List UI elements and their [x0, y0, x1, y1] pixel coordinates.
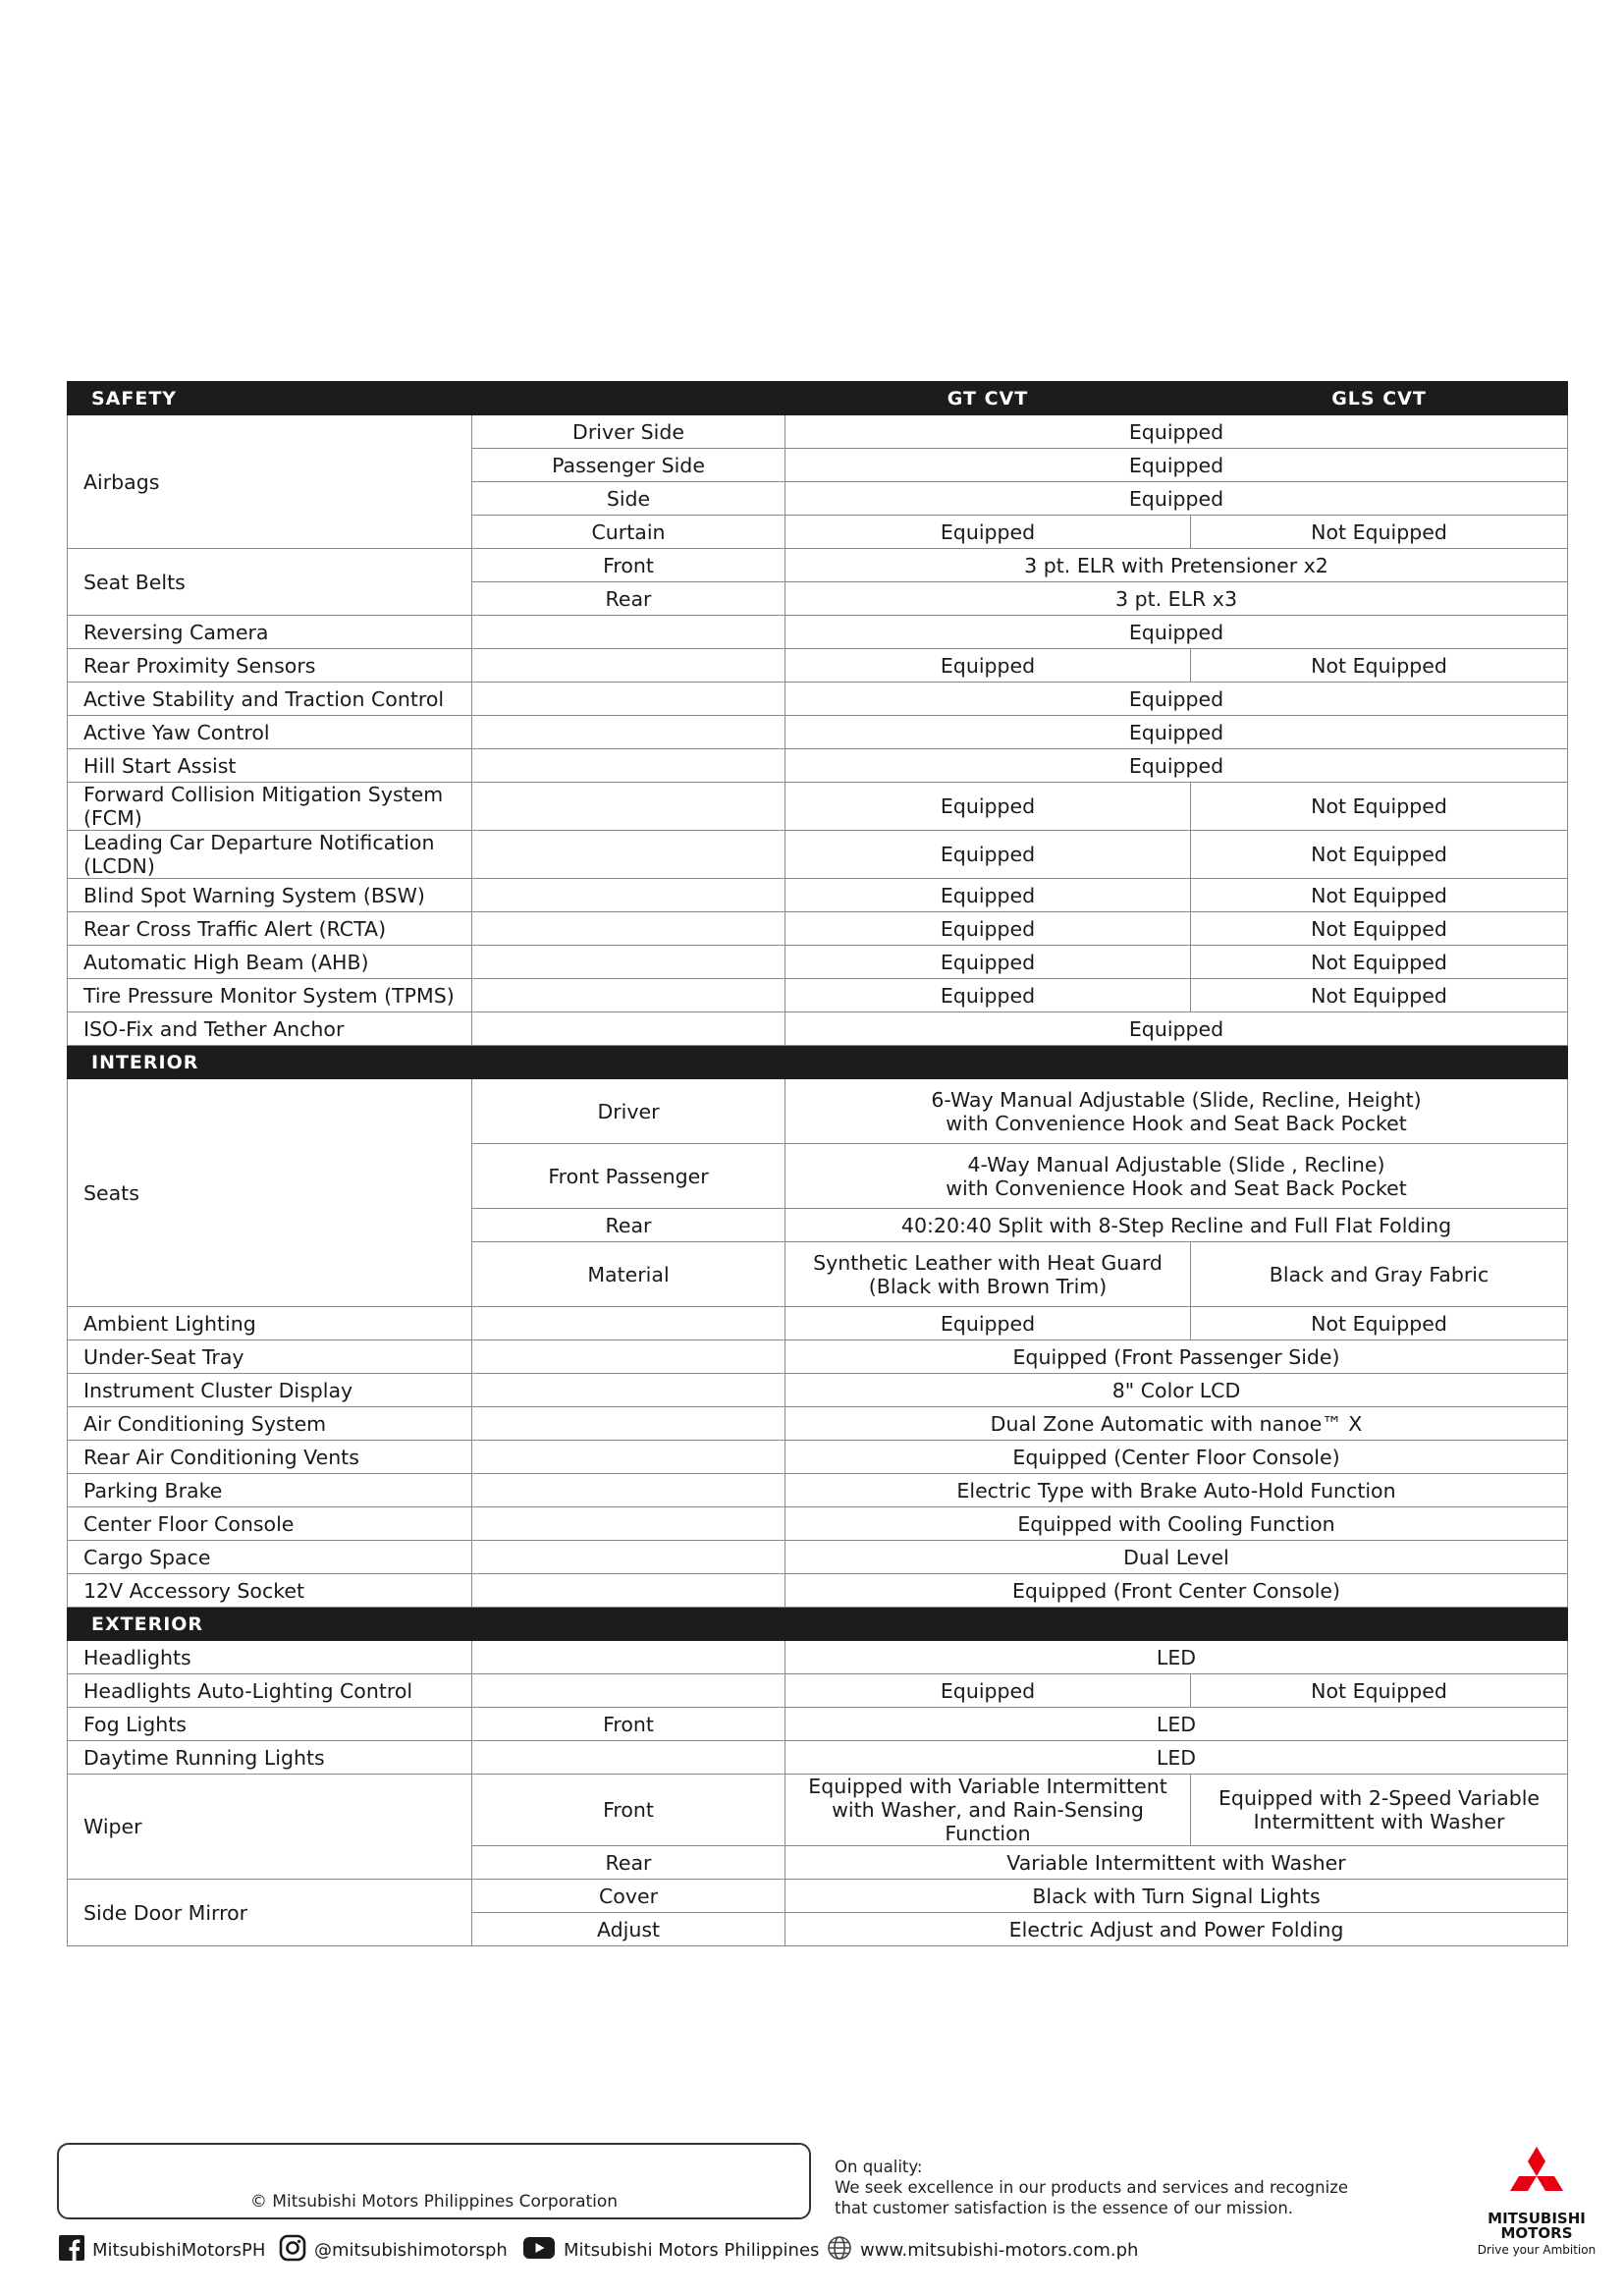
- shared-value: LED: [785, 1708, 1568, 1741]
- website-url: www.mitsubishi-motors.com.ph: [860, 2239, 1139, 2261]
- quality-line-1: We seek excellence in our products and services and recognize: [835, 2178, 1349, 2197]
- shared-value: Equipped: [785, 415, 1568, 449]
- facebook-link[interactable]: [59, 2235, 265, 2265]
- feature-name: Cargo Space: [68, 1541, 472, 1574]
- gls-cvt-value: Not Equipped: [1191, 783, 1568, 831]
- feature-subitem: [472, 783, 785, 831]
- feature-subitem: Material: [472, 1242, 785, 1307]
- feature-subitem: Side: [472, 482, 785, 516]
- feature-name: Wiper: [68, 1775, 472, 1880]
- feature-name: Forward Collision Mitigation System (FCM): [68, 783, 472, 831]
- table-row: [68, 683, 1568, 716]
- shared-value: Equipped: [785, 616, 1568, 649]
- shared-value: 6-Way Manual Adjustable (Slide, Recline, Height) with Convenience Hook and Seat Back Pocket: [785, 1079, 1568, 1144]
- feature-subitem: Adjust: [472, 1913, 785, 1946]
- gls-cvt-value: Not Equipped: [1191, 831, 1568, 879]
- feature-name: Seat Belts: [68, 549, 472, 616]
- feature-subitem: Rear: [472, 1209, 785, 1242]
- feature-subitem: Front: [472, 549, 785, 582]
- shared-value: 8" Color LCD: [785, 1374, 1568, 1407]
- table-row: [68, 1474, 1568, 1507]
- shared-value: LED: [785, 1641, 1568, 1674]
- table-row: [68, 1441, 1568, 1474]
- shared-value: LED: [785, 1741, 1568, 1775]
- feature-name: Reversing Camera: [68, 616, 472, 649]
- feature-subitem: [472, 1541, 785, 1574]
- gls-cvt-value: Not Equipped: [1191, 649, 1568, 683]
- shared-value: Electric Type with Brake Auto-Hold Function: [785, 1474, 1568, 1507]
- shared-value: Dual Level: [785, 1541, 1568, 1574]
- feature-subitem: Front: [472, 1775, 785, 1846]
- brand-name-line-2: MOTORS: [1500, 2224, 1573, 2242]
- feature-subitem: [472, 1641, 785, 1674]
- shared-value: Black with Turn Signal Lights: [785, 1880, 1568, 1913]
- shared-value: 3 pt. ELR x3: [785, 582, 1568, 616]
- section-header-filler: [785, 1046, 1568, 1079]
- gt-cvt-value: Equipped: [785, 783, 1191, 831]
- shared-value: Equipped: [785, 683, 1568, 716]
- column-header-gt-cvt: GT CVT: [785, 382, 1191, 415]
- table-row: [68, 616, 1568, 649]
- feature-subitem: Driver: [472, 1079, 785, 1144]
- table-row: [68, 1574, 1568, 1608]
- copyright-text: © Mitsubishi Motors Philippines Corporation: [249, 2192, 619, 2212]
- shared-value: Equipped: [785, 749, 1568, 783]
- feature-subitem: [472, 683, 785, 716]
- feature-subitem: [472, 912, 785, 946]
- table-row: [68, 1775, 1568, 1846]
- feature-name: 12V Accessory Socket: [68, 1574, 472, 1608]
- feature-name: Active Stability and Traction Control: [68, 683, 472, 716]
- table-row: [68, 946, 1568, 979]
- section-title: INTERIOR: [68, 1046, 785, 1079]
- feature-name: Ambient Lighting: [68, 1307, 472, 1340]
- table-row: [68, 1307, 1568, 1340]
- feature-name: Instrument Cluster Display: [68, 1374, 472, 1407]
- shared-value: 40:20:40 Split with 8-Step Recline and Full Flat Folding: [785, 1209, 1568, 1242]
- feature-name: Active Yaw Control: [68, 716, 472, 749]
- feature-subitem: [472, 716, 785, 749]
- section-header-interior: [68, 1046, 1568, 1079]
- shared-value: Equipped: [785, 449, 1568, 482]
- table-row: [68, 912, 1568, 946]
- feature-subitem: [472, 1674, 785, 1708]
- gt-cvt-value: Equipped: [785, 649, 1191, 683]
- gt-cvt-value: Equipped with Variable Intermittent with Washer, and Rain-Sensing Function: [785, 1775, 1191, 1846]
- table-row: [68, 1507, 1568, 1541]
- section-header-filler: [785, 1608, 1568, 1641]
- table-row: [68, 415, 1568, 449]
- feature-name: Rear Cross Traffic Alert (RCTA): [68, 912, 472, 946]
- feature-subitem: [472, 1407, 785, 1441]
- gls-cvt-value: Not Equipped: [1191, 516, 1568, 549]
- shared-value: Equipped: [785, 482, 1568, 516]
- table-row: [68, 749, 1568, 783]
- youtube-icon: [522, 2235, 556, 2266]
- feature-subitem: [472, 979, 785, 1012]
- column-header-gls-cvt: GLS CVT: [1191, 382, 1568, 415]
- table-row: [68, 783, 1568, 831]
- feature-subitem: Passenger Side: [472, 449, 785, 482]
- feature-subitem: Front: [472, 1708, 785, 1741]
- shared-value: Variable Intermittent with Washer: [785, 1846, 1568, 1880]
- gt-cvt-value: Equipped: [785, 1674, 1191, 1708]
- feature-subitem: [472, 1012, 785, 1046]
- feature-subitem: [472, 1441, 785, 1474]
- table-row: [68, 1674, 1568, 1708]
- brand-tagline: Drive your Ambition: [1477, 2243, 1597, 2257]
- feature-name: Automatic High Beam (AHB): [68, 946, 472, 979]
- gls-cvt-value: Not Equipped: [1191, 879, 1568, 912]
- quality-line-2: that customer satisfaction is the essence of our mission.: [835, 2199, 1294, 2217]
- table-row: [68, 979, 1568, 1012]
- feature-subitem: Cover: [472, 1880, 785, 1913]
- feature-subitem: [472, 1374, 785, 1407]
- feature-name: Rear Proximity Sensors: [68, 649, 472, 683]
- copyright-box: [57, 2143, 811, 2219]
- feature-subitem: [472, 1574, 785, 1608]
- shared-value: Equipped (Center Floor Console): [785, 1441, 1568, 1474]
- gt-cvt-value: Equipped: [785, 946, 1191, 979]
- shared-value: Dual Zone Automatic with nanoe™ X: [785, 1407, 1568, 1441]
- feature-name: Under-Seat Tray: [68, 1340, 472, 1374]
- feature-subitem: [472, 1474, 785, 1507]
- table-row: [68, 1407, 1568, 1441]
- shared-value: Equipped (Front Center Console): [785, 1574, 1568, 1608]
- youtube-link[interactable]: [522, 2235, 819, 2265]
- globe-icon: [827, 2235, 852, 2266]
- table-row: [68, 1708, 1568, 1741]
- feature-subitem: Rear: [472, 1846, 785, 1880]
- gt-cvt-value: Synthetic Leather with Heat Guard (Black with Brown Trim): [785, 1242, 1191, 1307]
- feature-name: Airbags: [68, 415, 472, 549]
- gt-cvt-value: Equipped: [785, 1307, 1191, 1340]
- table-row: [68, 1641, 1568, 1674]
- shared-value: Equipped: [785, 716, 1568, 749]
- shared-value: Electric Adjust and Power Folding: [785, 1913, 1568, 1946]
- table-row: [68, 649, 1568, 683]
- shared-value: Equipped with Cooling Function: [785, 1507, 1568, 1541]
- feature-subitem: [472, 1307, 785, 1340]
- feature-subitem: Curtain: [472, 516, 785, 549]
- instagram-handle: @mitsubishimotorsph: [314, 2239, 508, 2261]
- gt-cvt-value: Equipped: [785, 912, 1191, 946]
- table-row: [68, 1880, 1568, 1913]
- shared-value: Equipped: [785, 1012, 1568, 1046]
- feature-subitem: [472, 879, 785, 912]
- instagram-icon: [279, 2234, 306, 2267]
- website-link[interactable]: [827, 2235, 1138, 2265]
- feature-subitem: [472, 749, 785, 783]
- gls-cvt-value: Equipped with 2-Speed Variable Intermittent with Washer: [1191, 1775, 1568, 1846]
- quality-heading: On quality:: [835, 2158, 923, 2176]
- facebook-handle: MitsubishiMotorsPH: [92, 2239, 266, 2261]
- feature-name: Daytime Running Lights: [68, 1741, 472, 1775]
- table-row: [68, 1374, 1568, 1407]
- gls-cvt-value: Black and Gray Fabric: [1191, 1242, 1568, 1307]
- feature-subitem: Front Passenger: [472, 1144, 785, 1209]
- feature-name: Rear Air Conditioning Vents: [68, 1441, 472, 1474]
- section-header-exterior: [68, 1608, 1568, 1641]
- section-title: EXTERIOR: [68, 1608, 785, 1641]
- shared-value: 3 pt. ELR with Pretensioner x2: [785, 549, 1568, 582]
- shared-value: 4-Way Manual Adjustable (Slide , Recline) with Convenience Hook and Seat Back Pocket: [785, 1144, 1568, 1209]
- feature-name: Side Door Mirror: [68, 1880, 472, 1946]
- feature-subitem: [472, 1507, 785, 1541]
- shared-value: Equipped (Front Passenger Side): [785, 1340, 1568, 1374]
- gls-cvt-value: Not Equipped: [1191, 1307, 1568, 1340]
- spec-table: [67, 381, 1568, 1946]
- gls-cvt-value: Not Equipped: [1191, 946, 1568, 979]
- feature-name: Fog Lights: [68, 1708, 472, 1741]
- feature-subitem: [472, 946, 785, 979]
- feature-subitem: Rear: [472, 582, 785, 616]
- gt-cvt-value: Equipped: [785, 879, 1191, 912]
- table-row: [68, 716, 1568, 749]
- feature-subitem: [472, 831, 785, 879]
- youtube-channel: Mitsubishi Motors Philippines: [564, 2239, 820, 2261]
- feature-subitem: Driver Side: [472, 415, 785, 449]
- feature-name: Blind Spot Warning System (BSW): [68, 879, 472, 912]
- feature-subitem: [472, 649, 785, 683]
- table-row: [68, 831, 1568, 879]
- gt-cvt-value: Equipped: [785, 516, 1191, 549]
- table-row: [68, 1340, 1568, 1374]
- feature-subitem: [472, 1340, 785, 1374]
- table-row: [68, 549, 1568, 582]
- feature-name: Leading Car Departure Notification (LCDN): [68, 831, 472, 879]
- feature-name: Headlights: [68, 1641, 472, 1674]
- gls-cvt-value: Not Equipped: [1191, 912, 1568, 946]
- table-row: [68, 1541, 1568, 1574]
- gls-cvt-value: Not Equipped: [1191, 979, 1568, 1012]
- table-row: [68, 879, 1568, 912]
- brand-name-line-1: MITSUBISHI: [1488, 2210, 1586, 2227]
- feature-name: Headlights Auto-Lighting Control: [68, 1674, 472, 1708]
- feature-name: Parking Brake: [68, 1474, 472, 1507]
- section-title: SAFETY: [68, 382, 785, 415]
- mitsubishi-logo: [1473, 2145, 1600, 2257]
- three-diamonds-icon: [1504, 2145, 1569, 2208]
- table-row: [68, 1012, 1568, 1046]
- gls-cvt-value: Not Equipped: [1191, 1674, 1568, 1708]
- instagram-link[interactable]: [279, 2235, 508, 2265]
- quality-statement: [835, 2157, 1348, 2218]
- table-row: [68, 1079, 1568, 1144]
- feature-subitem: [472, 616, 785, 649]
- feature-name: Center Floor Console: [68, 1507, 472, 1541]
- section-header-safety: [68, 382, 1568, 415]
- feature-name: Seats: [68, 1079, 472, 1307]
- table-row: [68, 1741, 1568, 1775]
- feature-name: Air Conditioning System: [68, 1407, 472, 1441]
- feature-name: Tire Pressure Monitor System (TPMS): [68, 979, 472, 1012]
- facebook-icon: [59, 2235, 84, 2266]
- gt-cvt-value: Equipped: [785, 831, 1191, 879]
- feature-subitem: [472, 1741, 785, 1775]
- feature-name: ISO-Fix and Tether Anchor: [68, 1012, 472, 1046]
- gt-cvt-value: Equipped: [785, 979, 1191, 1012]
- feature-name: Hill Start Assist: [68, 749, 472, 783]
